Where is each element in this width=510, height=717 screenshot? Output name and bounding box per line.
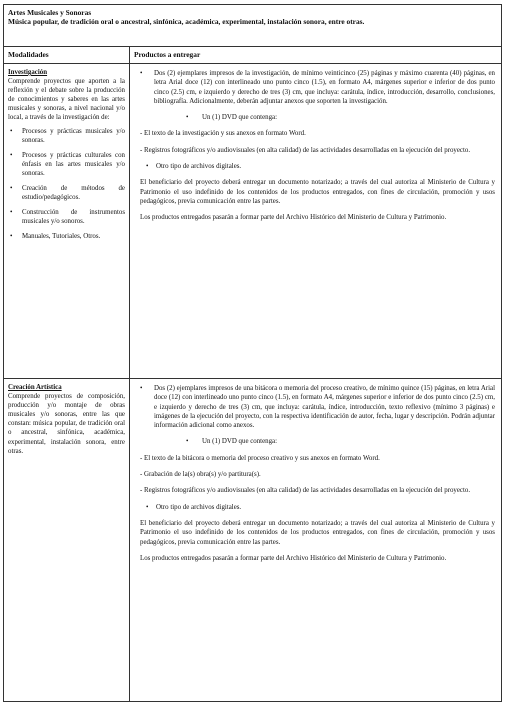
table-row-investigacion bbox=[4, 64, 502, 379]
product-paragraph: El beneficiario del proyecto deberá entregar un documento notarizado; a través del cual autoriza al Ministerio de Cultura y Patrimonio el uso indefinido de los contenidos de los productos entregados, con fines de circulación, promoción y usos pedagógicos, previa comunicación entre las partes. bbox=[140, 519, 495, 546]
product-paragraph: • Un (1) DVD que contenga: bbox=[140, 437, 495, 446]
product-paragraph: Los productos entregados pasarán a formar parte del Archivo Histórico del Ministerio de Cultura y Patrimonio. bbox=[140, 214, 447, 222]
list-item: • Manuales, Tutoriales, Otros. bbox=[8, 232, 125, 241]
requirements-table bbox=[3, 4, 502, 702]
column-header-productos: Productos a entregar bbox=[130, 47, 502, 64]
table-header-row bbox=[4, 5, 502, 47]
product-paragraph: - El texto de la bitácora o memoria del proceso creativo y sus anexos en formato Word. bbox=[140, 454, 380, 462]
productos-cell bbox=[130, 64, 502, 379]
section-description: Comprende proyectos de composición, producción y/o montaje de obras musicales y/o sonoras, entre las que constan: música popular, de tradición oral o ancestral, sinfónica, académica, experimental, instalación sonora, entre otras. bbox=[8, 393, 125, 455]
product-paragraph: - Registros fotográficos y/o audiovisuales (en alta calidad) de las actividades desarrolladas en la ejecución del proyecto. bbox=[140, 487, 471, 495]
list-item: • Procesos y prácticas culturales con énfasis en las artes musicales y/o sonoras. bbox=[8, 151, 125, 178]
product-paragraph: - Registros fotográficos y/o audiovisuales (en alta calidad) de las actividades desarrolladas en la ejecución del proyecto. bbox=[140, 146, 471, 154]
section-title: Creación Artística bbox=[8, 384, 62, 391]
table-row-creacion bbox=[4, 379, 502, 702]
table-title: Artes Musicales y Sonoras bbox=[8, 8, 92, 17]
product-paragraph: • Dos (2) ejemplares impresos de una bitácora o memoria del proceso creativo, de mínimo quince (15) páginas, en letra Arial doce (12) con interlineado uno punto cinco (1.5), en formato A4, márgenes superior e inferior de dos punto cinco (2.5) cm, e izquierdo y derecho de tres (3) cm, que incluya: carátula, índice, introducción, texto reflexivo (mínimo 3 páginas) e imágenes de la ejecución del proyecto, con la respectiva identificación de autor, fecha, lugar y descripción. Podrán adjuntar información adicional como anexos. bbox=[140, 384, 495, 430]
modalidad-list bbox=[8, 127, 125, 242]
table-subtitle: Música popular, de tradición oral o ancestral, sinfónica, académica, experimental, instalación sonora, entre otras. bbox=[8, 17, 365, 26]
table-title-cell bbox=[4, 5, 502, 47]
list-item: • Construcción de instrumentos musicales y/o sonoros. bbox=[8, 208, 125, 226]
section-title: Investigación bbox=[8, 69, 48, 76]
product-paragraph: - Grabación de la(s) obra(s) y/o partitura(s). bbox=[140, 471, 261, 479]
product-paragraph: • Otro tipo de archivos digitales. bbox=[140, 162, 495, 171]
column-header-modalidades: Modalidades bbox=[4, 47, 130, 64]
column-header-row bbox=[4, 47, 502, 64]
product-paragraph: • Dos (2) ejemplares impresos de la investigación, de mínimo veinticinco (25) páginas y máximo cuarenta (40) páginas, en letra Arial doce (12) con interlineado uno punto cinco (1.5), en formato A4, márgenes superior e inferior de dos punto cinco (2.5) cm, e izquierdo y derecho de tres (3) cm, que incluya: carátula, índice, introducción, desarrollo, conclusiones, bibliografía. Adicionalmente, deberán adjuntar anexos que soporten la investigación. bbox=[140, 69, 495, 106]
modalidad-cell bbox=[4, 64, 130, 379]
list-item: • Procesos y prácticas musicales y/o sonoras. bbox=[8, 127, 125, 145]
productos-cell bbox=[130, 379, 502, 702]
product-paragraph: • Otro tipo de archivos digitales. bbox=[140, 503, 495, 512]
product-paragraph: • Un (1) DVD que contenga: bbox=[140, 113, 495, 122]
product-paragraph: Los productos entregados pasarán a formar parte del Archivo Histórico del Ministerio de Cultura y Patrimonio. bbox=[140, 554, 447, 562]
modalidad-cell bbox=[4, 379, 130, 702]
product-paragraph: El beneficiario del proyecto deberá entregar un documento notarizado; a través del cual autoriza al Ministerio de Cultura y Patrimonio el uso indefinido de los contenidos de los productos entregados, con fines de circulación, promoción y usos pedagógicos, previa comunicación entre las partes. bbox=[140, 179, 495, 205]
list-item: • Creación de métodos de estudio/pedagógicos. bbox=[8, 184, 125, 202]
product-paragraph: - El texto de la investigación y sus anexos en formato Word. bbox=[140, 130, 306, 138]
section-description: Comprende proyectos que aporten a la reflexión y el debate sobre la producción de conocimientos y saberes en las artes musicales y sonoras, a nivel nacional y/o local, a través de la investigación de: bbox=[8, 78, 125, 122]
